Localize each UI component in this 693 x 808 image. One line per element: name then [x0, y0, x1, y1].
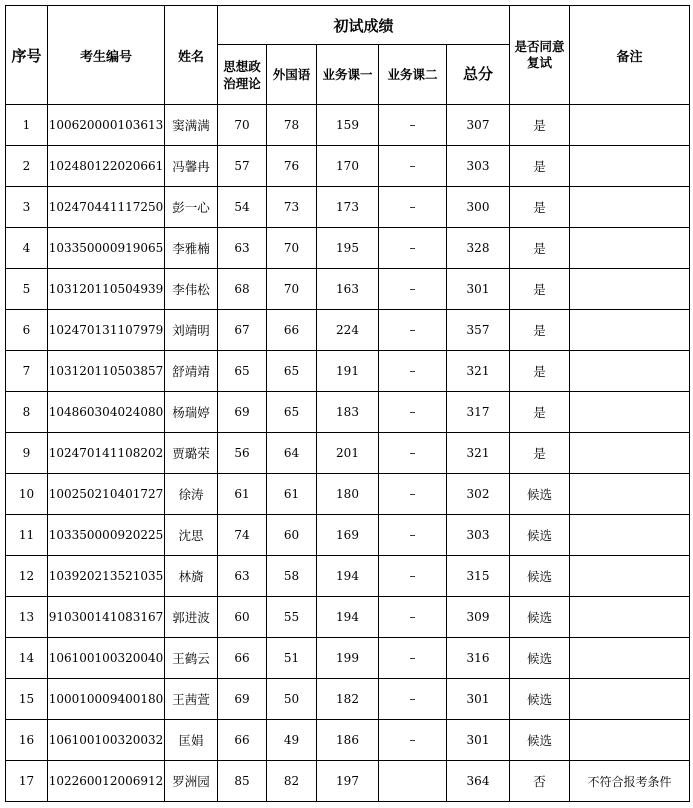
cell-remark	[570, 515, 690, 556]
header-initial-scores: 初试成绩	[218, 6, 510, 45]
cell-name: 郭进波	[165, 597, 218, 638]
cell-seq: 16	[6, 720, 48, 761]
header-agree-line1: 是否同意	[514, 39, 565, 54]
cell-foreign: 70	[267, 269, 317, 310]
cell-total: 357	[447, 310, 510, 351]
table-row	[6, 187, 690, 228]
cell-agree: 是	[510, 105, 570, 146]
cell-agree: 是	[510, 310, 570, 351]
cell-total: 303	[447, 146, 510, 187]
cell-total: 316	[447, 638, 510, 679]
cell-remark	[570, 310, 690, 351]
cell-name: 冯馨冉	[165, 146, 218, 187]
cell-seq: 6	[6, 310, 48, 351]
cell-course2: –	[379, 597, 447, 638]
cell-remark	[570, 187, 690, 228]
cell-total: 303	[447, 515, 510, 556]
header-total: 总分	[447, 45, 510, 105]
cell-agree: 候选	[510, 638, 570, 679]
cell-politics: 70	[218, 105, 267, 146]
cell-remark	[570, 433, 690, 474]
cell-exam-no: 102470441117250	[48, 187, 165, 228]
table-row	[6, 720, 690, 761]
cell-course1: 194	[317, 556, 379, 597]
cell-foreign: 66	[267, 310, 317, 351]
cell-foreign: 70	[267, 228, 317, 269]
cell-foreign: 78	[267, 105, 317, 146]
cell-name: 罗洲园	[165, 761, 218, 802]
header-seq: 序号	[6, 6, 48, 105]
cell-exam-no: 106100100320032	[48, 720, 165, 761]
cell-course1: 159	[317, 105, 379, 146]
cell-total: 321	[447, 433, 510, 474]
cell-course2: –	[379, 146, 447, 187]
cell-remark	[570, 720, 690, 761]
score-table	[5, 5, 690, 802]
table-row	[6, 105, 690, 146]
cell-course1: 194	[317, 597, 379, 638]
header-agree-retest	[510, 6, 570, 105]
cell-course2: –	[379, 474, 447, 515]
cell-total: 364	[447, 761, 510, 802]
table-row	[6, 761, 690, 802]
cell-course2: –	[379, 310, 447, 351]
table-header	[6, 6, 690, 105]
cell-foreign: 65	[267, 351, 317, 392]
header-exam-no: 考生编号	[48, 6, 165, 105]
cell-politics: 63	[218, 556, 267, 597]
cell-name: 刘靖明	[165, 310, 218, 351]
cell-exam-no: 106100100320040	[48, 638, 165, 679]
cell-agree: 是	[510, 146, 570, 187]
cell-seq: 15	[6, 679, 48, 720]
cell-seq: 13	[6, 597, 48, 638]
cell-total: 301	[447, 679, 510, 720]
cell-name: 王茜萱	[165, 679, 218, 720]
cell-exam-no: 100620000103613	[48, 105, 165, 146]
cell-exam-no: 102470131107979	[48, 310, 165, 351]
cell-course1: 186	[317, 720, 379, 761]
header-politics	[218, 45, 267, 105]
cell-name: 杨瑞婷	[165, 392, 218, 433]
cell-course2: –	[379, 228, 447, 269]
cell-course1: 201	[317, 433, 379, 474]
cell-name: 李雅楠	[165, 228, 218, 269]
cell-politics: 60	[218, 597, 267, 638]
cell-foreign: 50	[267, 679, 317, 720]
table-row	[6, 679, 690, 720]
cell-course2: –	[379, 433, 447, 474]
cell-seq: 7	[6, 351, 48, 392]
cell-course2: –	[379, 556, 447, 597]
cell-seq: 11	[6, 515, 48, 556]
cell-name: 彭一心	[165, 187, 218, 228]
cell-course1: 191	[317, 351, 379, 392]
table-row	[6, 269, 690, 310]
cell-remark	[570, 351, 690, 392]
cell-seq: 10	[6, 474, 48, 515]
cell-exam-no: 103350000920225	[48, 515, 165, 556]
cell-foreign: 58	[267, 556, 317, 597]
cell-remark	[570, 679, 690, 720]
cell-name: 林旖	[165, 556, 218, 597]
cell-politics: 61	[218, 474, 267, 515]
cell-exam-no: 103120110504939	[48, 269, 165, 310]
table-row	[6, 556, 690, 597]
cell-course2: –	[379, 515, 447, 556]
cell-course2: –	[379, 679, 447, 720]
cell-course2: –	[379, 392, 447, 433]
cell-name: 王鹤云	[165, 638, 218, 679]
cell-agree: 是	[510, 187, 570, 228]
cell-politics: 66	[218, 720, 267, 761]
cell-foreign: 55	[267, 597, 317, 638]
cell-foreign: 64	[267, 433, 317, 474]
cell-seq: 14	[6, 638, 48, 679]
cell-agree: 是	[510, 228, 570, 269]
cell-seq: 1	[6, 105, 48, 146]
cell-total: 309	[447, 597, 510, 638]
cell-total: 307	[447, 105, 510, 146]
cell-foreign: 51	[267, 638, 317, 679]
cell-course2: –	[379, 187, 447, 228]
cell-exam-no: 104860304024080	[48, 392, 165, 433]
cell-foreign: 49	[267, 720, 317, 761]
cell-agree: 候选	[510, 515, 570, 556]
cell-remark	[570, 269, 690, 310]
cell-politics: 74	[218, 515, 267, 556]
cell-politics: 85	[218, 761, 267, 802]
cell-name: 贾璐荣	[165, 433, 218, 474]
cell-course1: 169	[317, 515, 379, 556]
cell-course2: –	[379, 351, 447, 392]
table-row	[6, 392, 690, 433]
cell-exam-no: 103120110503857	[48, 351, 165, 392]
header-foreign: 外国语	[267, 45, 317, 105]
cell-total: 300	[447, 187, 510, 228]
table-row	[6, 597, 690, 638]
cell-exam-no: 103350000919065	[48, 228, 165, 269]
cell-remark	[570, 392, 690, 433]
header-course1: 业务课一	[317, 45, 379, 105]
table-row	[6, 310, 690, 351]
header-name: 姓名	[165, 6, 218, 105]
cell-course1: 183	[317, 392, 379, 433]
cell-course2	[379, 761, 447, 802]
cell-politics: 69	[218, 392, 267, 433]
cell-remark	[570, 597, 690, 638]
cell-total: 317	[447, 392, 510, 433]
cell-agree: 是	[510, 392, 570, 433]
cell-name: 沈思	[165, 515, 218, 556]
cell-foreign: 60	[267, 515, 317, 556]
cell-agree: 是	[510, 351, 570, 392]
cell-total: 315	[447, 556, 510, 597]
cell-remark	[570, 638, 690, 679]
cell-remark: 不符合报考条件	[570, 761, 690, 802]
cell-total: 321	[447, 351, 510, 392]
cell-seq: 9	[6, 433, 48, 474]
cell-course1: 182	[317, 679, 379, 720]
cell-name: 匡娟	[165, 720, 218, 761]
cell-exam-no: 102260012006912	[48, 761, 165, 802]
cell-politics: 56	[218, 433, 267, 474]
table-row	[6, 474, 690, 515]
cell-agree: 候选	[510, 474, 570, 515]
cell-course2: –	[379, 105, 447, 146]
cell-seq: 12	[6, 556, 48, 597]
cell-name: 窦满满	[165, 105, 218, 146]
cell-foreign: 76	[267, 146, 317, 187]
cell-remark	[570, 105, 690, 146]
table-row	[6, 228, 690, 269]
cell-exam-no: 100010009400180	[48, 679, 165, 720]
table-row	[6, 351, 690, 392]
cell-course1: 173	[317, 187, 379, 228]
cell-foreign: 61	[267, 474, 317, 515]
cell-seq: 8	[6, 392, 48, 433]
header-politics-line1: 思想政	[223, 58, 261, 74]
cell-course2: –	[379, 720, 447, 761]
cell-exam-no: 100250210401727	[48, 474, 165, 515]
cell-exam-no: 102470141108202	[48, 433, 165, 474]
header-politics-line2: 治理论	[223, 75, 261, 91]
cell-course1: 170	[317, 146, 379, 187]
cell-politics: 66	[218, 638, 267, 679]
cell-exam-no: 103920213521035	[48, 556, 165, 597]
cell-agree: 是	[510, 433, 570, 474]
cell-remark	[570, 474, 690, 515]
cell-agree: 候选	[510, 597, 570, 638]
table-row	[6, 433, 690, 474]
cell-name: 李伟松	[165, 269, 218, 310]
cell-politics: 63	[218, 228, 267, 269]
cell-foreign: 73	[267, 187, 317, 228]
cell-politics: 69	[218, 679, 267, 720]
cell-total: 301	[447, 269, 510, 310]
cell-foreign: 65	[267, 392, 317, 433]
cell-name: 徐涛	[165, 474, 218, 515]
cell-foreign: 82	[267, 761, 317, 802]
cell-course1: 197	[317, 761, 379, 802]
cell-remark	[570, 556, 690, 597]
cell-course2: –	[379, 638, 447, 679]
cell-remark	[570, 146, 690, 187]
cell-politics: 68	[218, 269, 267, 310]
cell-seq: 5	[6, 269, 48, 310]
cell-exam-no: 102480122020661	[48, 146, 165, 187]
table-body	[6, 105, 690, 802]
cell-agree: 是	[510, 269, 570, 310]
cell-seq: 2	[6, 146, 48, 187]
cell-remark	[570, 228, 690, 269]
cell-seq: 3	[6, 187, 48, 228]
cell-name: 舒靖靖	[165, 351, 218, 392]
cell-agree: 候选	[510, 720, 570, 761]
cell-politics: 54	[218, 187, 267, 228]
cell-politics: 57	[218, 146, 267, 187]
cell-total: 328	[447, 228, 510, 269]
cell-course1: 199	[317, 638, 379, 679]
cell-politics: 67	[218, 310, 267, 351]
cell-seq: 17	[6, 761, 48, 802]
table-row	[6, 146, 690, 187]
cell-total: 301	[447, 720, 510, 761]
table-row	[6, 515, 690, 556]
cell-exam-no: 910300141083167	[48, 597, 165, 638]
cell-seq: 4	[6, 228, 48, 269]
header-agree-line2: 复试	[526, 55, 552, 70]
header-course2: 业务课二	[379, 45, 447, 105]
cell-total: 302	[447, 474, 510, 515]
cell-agree: 否	[510, 761, 570, 802]
cell-course1: 195	[317, 228, 379, 269]
cell-course1: 180	[317, 474, 379, 515]
header-remark: 备注	[570, 6, 690, 105]
cell-course1: 163	[317, 269, 379, 310]
cell-course2: –	[379, 269, 447, 310]
cell-course1: 224	[317, 310, 379, 351]
cell-politics: 65	[218, 351, 267, 392]
cell-agree: 候选	[510, 556, 570, 597]
table-row	[6, 638, 690, 679]
cell-agree: 候选	[510, 679, 570, 720]
